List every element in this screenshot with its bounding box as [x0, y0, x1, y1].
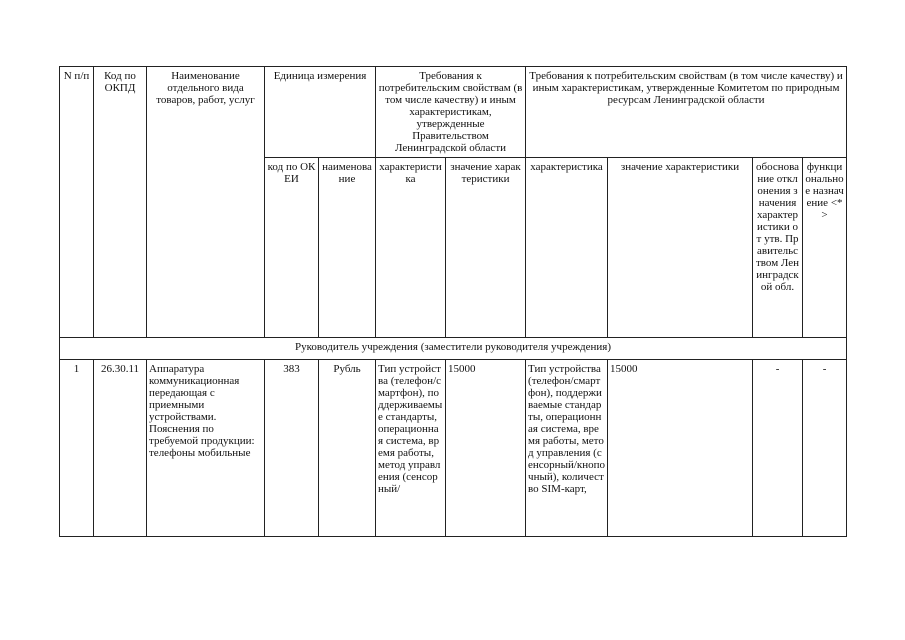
col-unit-name-header: наименование [319, 158, 376, 338]
col-req-gov-header: Требования к потребительским свойствам (в том числе качеству) и иным характеристикам, утвержденные Правительством Ленинградской области [376, 67, 526, 158]
section-title: Руководитель учреждения (заместители руководителя учреждения) [60, 338, 847, 360]
col-com-value-header: значение характеристики [608, 158, 753, 338]
requirements-table [59, 66, 847, 537]
col-unit-header: Единица измерения [265, 67, 376, 158]
col-name-header: Наименование отдельного вида товаров, работ, услуг [147, 67, 265, 338]
col-okei-code-header: код по ОКЕИ [265, 158, 319, 338]
section-row [60, 338, 847, 360]
col-req-committee-header: Требования к потребительским свойствам (в том числе качеству) и иным характеристикам, утвержденные Комитетом по природным ресурсам Ленинградской области [526, 67, 847, 158]
col-num-header: N п/п [60, 67, 94, 338]
row-gov-char: Тип устройства (телефон/смартфон), поддерживаемые стандарты, операционная система, время работы, метод управления (сенсорный/ [376, 360, 446, 537]
row-okpd: 26.30.11 [94, 360, 147, 537]
row-com-char: Тип устройства (телефон/смартфон), поддерживаемые стандарты, операционная система, время работы, метод управления (сенсорный/кнопочный), количество SIM-карт, [526, 360, 608, 537]
table-row [60, 360, 847, 537]
row-name: Аппаратура коммуникационная передающая с приемными устройствами. Пояснения по требуемой продукции: телефоны мобильные [147, 360, 265, 537]
row-gov-value: 15000 [446, 360, 526, 537]
row-num: 1 [60, 360, 94, 537]
row-purpose: - [803, 360, 847, 537]
col-purpose-header: функциональное назначение <*> [803, 158, 847, 338]
col-com-char-header: характеристика [526, 158, 608, 338]
row-deviation: - [753, 360, 803, 537]
header-row-1 [60, 67, 847, 158]
col-gov-char-header: характеристика [376, 158, 446, 338]
row-unit-name: Рубль [319, 360, 376, 537]
col-gov-value-header: значение характеристики [446, 158, 526, 338]
row-okei-code: 383 [265, 360, 319, 537]
col-deviation-header: обоснование отклонения значения характеристики от утв. Правительством Ленинградской обл. [753, 158, 803, 338]
row-com-value: 15000 [608, 360, 753, 537]
col-okpd-header: Код по ОКПД [94, 67, 147, 338]
